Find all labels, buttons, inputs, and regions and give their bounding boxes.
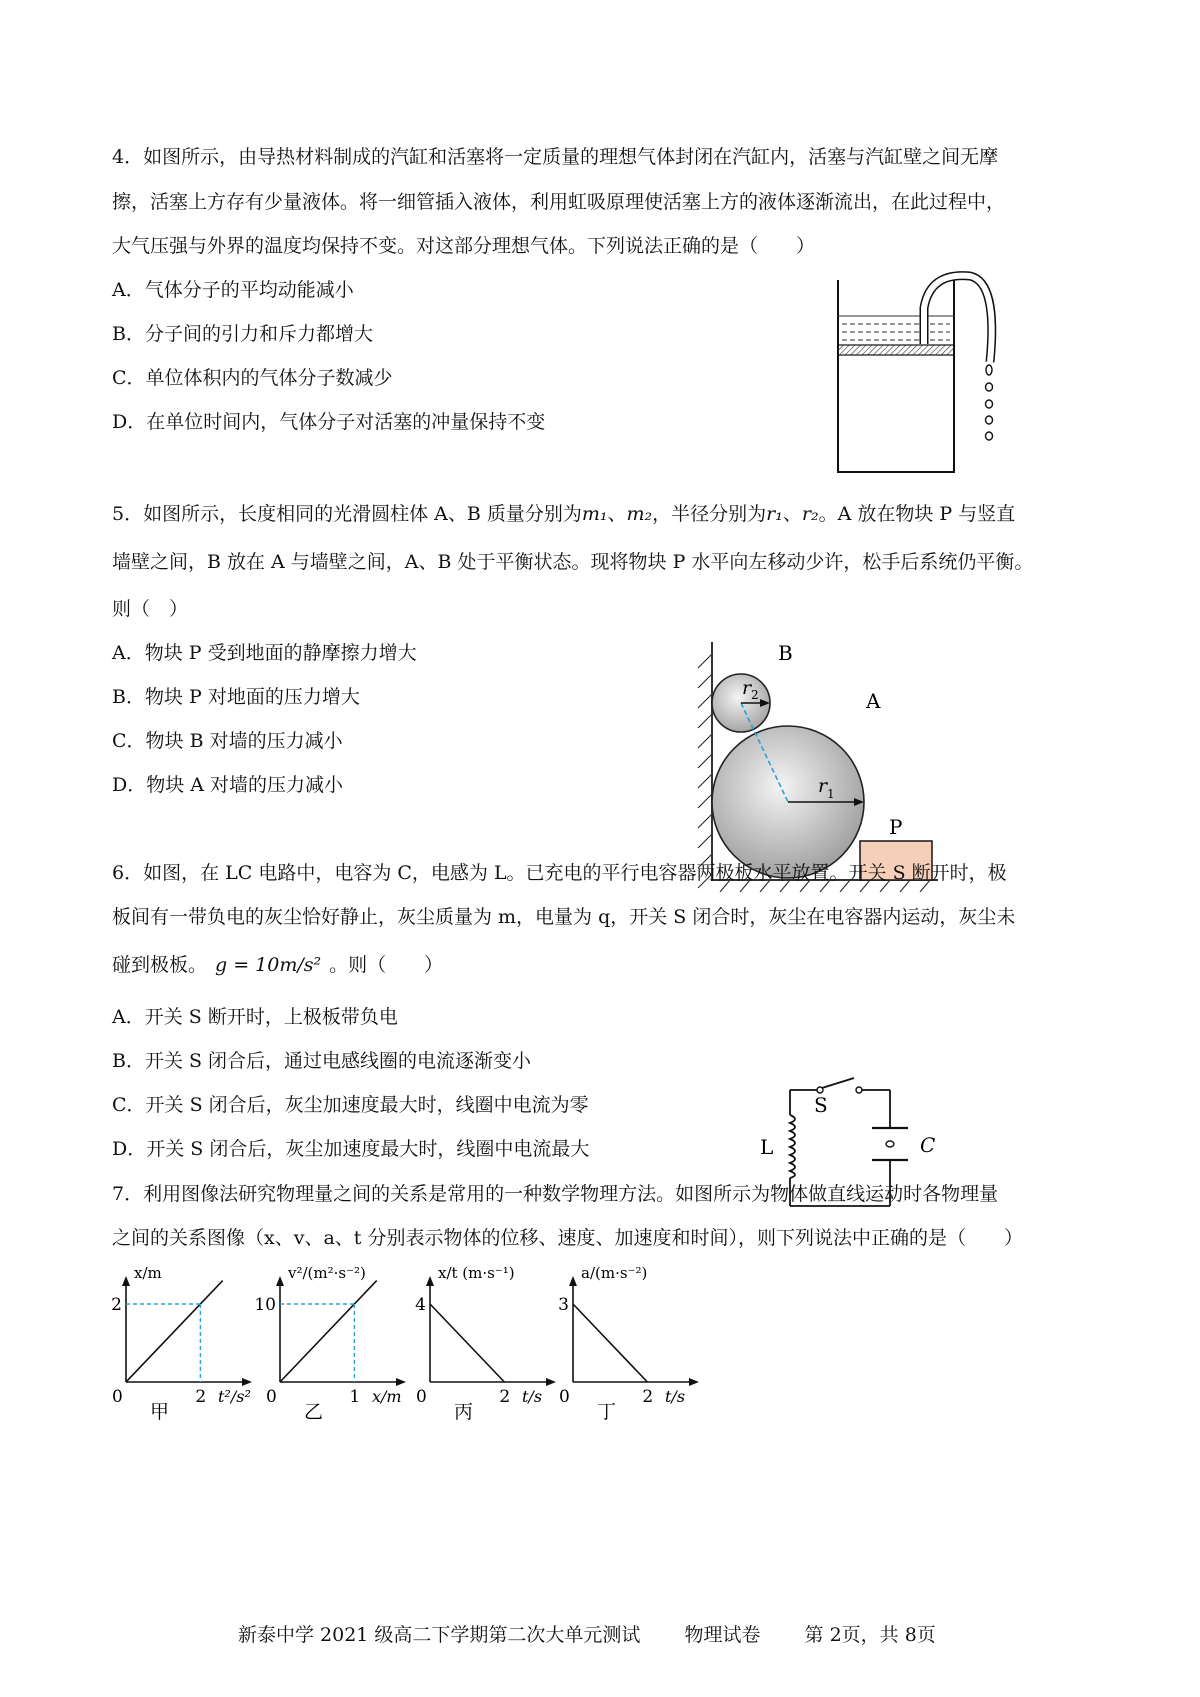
y-axis-label: x/t (m·s⁻¹) (438, 1264, 515, 1282)
origin-label: 0 (416, 1387, 427, 1407)
y-tick-label: 3 (558, 1295, 569, 1315)
q5-m1: m₁ (581, 503, 608, 525)
footer-subject: 物理试卷 (684, 1624, 761, 1646)
graph-caption: 丁 (597, 1401, 617, 1423)
q5-stem-text-a: 5．如图所示，长度相同的光滑圆柱体 A、B 质量分别为 (112, 503, 582, 525)
label-s: S (814, 1093, 828, 1117)
x-axis-label: t/s (522, 1387, 543, 1406)
graph-caption: 乙 (304, 1401, 324, 1423)
cylinder-outline (838, 280, 954, 472)
q6-option-a: A．开关 S 断开时，上极板带负电 (112, 1006, 398, 1028)
graph-2 (254, 1262, 412, 1423)
q4-stem-line-2: 擦，活塞上方存有少量液体。将一细管插入液体，利用虹吸原理使活塞上方的液体逐渐流出，在此过程中， (112, 191, 1006, 213)
q6-option-c: C．开关 S 闭合后，灰尘加速度最大时，线圈中电流为零 (112, 1094, 589, 1116)
footer-exam-title: 新泰中学 2021 级高二下学期第二次大单元测试 (238, 1624, 641, 1646)
label-b: B (778, 641, 793, 665)
x-axis-label: t/s (665, 1387, 686, 1406)
q5-option-b: B．物块 P 对地面的压力增大 (112, 686, 360, 708)
x-axis-arrow (242, 1378, 252, 1386)
y-axis-arrow (426, 1276, 434, 1286)
series-line (280, 1281, 377, 1382)
series-line (573, 1304, 647, 1382)
y-axis-arrow (276, 1276, 284, 1286)
x-axis-label: t²/s² (218, 1387, 251, 1406)
graph-4 (555, 1262, 705, 1422)
inductor-coil (790, 1115, 795, 1178)
q6-stem-line-3 (112, 956, 443, 975)
q5-stem-text-c: 。A 放在物块 P 与竖直 (818, 503, 1016, 525)
switch-contact (856, 1087, 862, 1093)
label-p: P (889, 815, 903, 839)
q4-option-b: B．分子间的引力和斥力都增大 (112, 323, 373, 345)
graph-1 (108, 1262, 258, 1422)
q6-stem-line-1: 6．如图，在 LC 电路中，电容为 C，电感为 L。已充电的平行电容器两极板水平放置。开关 S 断开时，极 (112, 862, 1007, 884)
origin-label: 0 (112, 1387, 123, 1407)
q5-stem-text-b: ，半径分别为 (652, 503, 767, 525)
graph-caption: 甲 (150, 1401, 170, 1423)
series-line (126, 1281, 223, 1382)
q7-stem-line-1: 7．利用图像法研究物理量之间的关系是常用的一种数学物理方法。如图所示为物体做直线运动时各物理量 (112, 1183, 999, 1205)
label-l: L (760, 1135, 774, 1159)
q4-option-d: D．在单位时间内，气体分子对活塞的冲量保持不变 (112, 411, 546, 433)
label-c: C (920, 1133, 936, 1157)
q6-option-b: B．开关 S 闭合后，通过电感线圈的电流逐渐变小 (112, 1050, 532, 1072)
x-tick-label: 1 (349, 1387, 361, 1407)
q4-option-a: A．气体分子的平均动能减小 (112, 279, 354, 301)
label-r2: r (742, 677, 752, 699)
q5-cylinders-figure (690, 640, 950, 900)
q5-option-d: D．物块 A 对墙的压力减小 (112, 774, 344, 796)
label-r1-sub: 1 (827, 787, 835, 801)
q6-option-d: D．开关 S 闭合后，灰尘加速度最大时，线圈中电流最大 (112, 1138, 590, 1160)
q4-cylinder-siphon-figure (820, 272, 1000, 492)
liquid-layer (838, 316, 954, 340)
piston (838, 345, 954, 355)
y-axis-label: v²/(m²·s⁻²) (288, 1264, 366, 1282)
q5-stem-line-2: 墙壁之间，B 放在 A 与墙壁之间，A、B 处于平衡状态。现将物块 P 水平向左移动少许，松手后系统仍平衡。 (112, 551, 1034, 573)
x-tick-label: 2 (642, 1387, 654, 1407)
label-r2-sub: 2 (751, 688, 759, 702)
y-axis-label: x/m (134, 1264, 162, 1282)
q5-stem-line-3: 则（ ） (112, 598, 189, 620)
q6-stem-text-b: 。则（ ） (329, 954, 444, 976)
q4-option-c: C．单位体积内的气体分子数减少 (112, 367, 393, 389)
q5-r1: r₁ (766, 503, 783, 525)
footer-page-number: 第 2页，共 8页 (804, 1624, 936, 1646)
x-axis-arrow (689, 1378, 699, 1386)
drops (986, 365, 993, 440)
q5-sep-2: 、 (782, 503, 802, 525)
y-axis-arrow (122, 1276, 130, 1286)
q5-r2: r₂ (801, 503, 819, 525)
graph-3 (412, 1262, 562, 1422)
q5-sep-1: 、 (607, 503, 627, 525)
origin-label: 0 (559, 1387, 570, 1407)
x-tick-label: 2 (195, 1387, 207, 1407)
q4-stem-line-3: 大气压强与外界的温度均保持不变。对这部分理想气体。下列说法正确的是（ ） (112, 235, 816, 257)
label-a: A (866, 689, 881, 713)
q6-gravity: g = 10m/s² (215, 954, 322, 976)
dust-particle (886, 1141, 894, 1147)
q5-m2: m₂ (626, 503, 653, 525)
q5-option-c: C．物块 B 对墙的压力减小 (112, 730, 343, 752)
series-line (430, 1304, 504, 1382)
y-tick-label: 4 (415, 1295, 426, 1315)
page-footer (238, 1620, 974, 1647)
y-axis-label: a/(m·s⁻²) (581, 1264, 648, 1282)
x-axis-arrow (396, 1378, 406, 1386)
q5-stem-line-1 (112, 505, 1015, 524)
q5-option-a: A．物块 P 受到地面的静摩擦力增大 (112, 642, 417, 664)
y-axis-arrow (569, 1276, 577, 1286)
q6-stem-line-2: 板间有一带负电的灰尘恰好静止，灰尘质量为 m，电量为 q，开关 S 闭合时，灰尘在电容器内运动，灰尘未 (112, 906, 1016, 928)
x-tick-label: 2 (499, 1387, 511, 1407)
origin-label: 0 (266, 1387, 277, 1407)
q4-stem-line-1: 4．如图所示，由导热材料制成的汽缸和活塞将一定质量的理想气体封闭在汽缸内，活塞与汽缸壁之间无摩 (112, 146, 999, 168)
y-tick-label: 2 (111, 1295, 122, 1315)
x-axis-label: x/m (372, 1387, 402, 1406)
y-tick-label: 10 (254, 1295, 276, 1315)
q6-stem-text-a: 碰到极板。 (112, 954, 208, 976)
graph-caption: 丙 (454, 1401, 474, 1423)
label-r1: r (818, 775, 828, 797)
q7-stem-line-2: 之间的关系图像（x、v、a、t 分别表示物体的位移、速度、加速度和时间），则下列说法中正确的是（ ） (112, 1227, 1023, 1249)
